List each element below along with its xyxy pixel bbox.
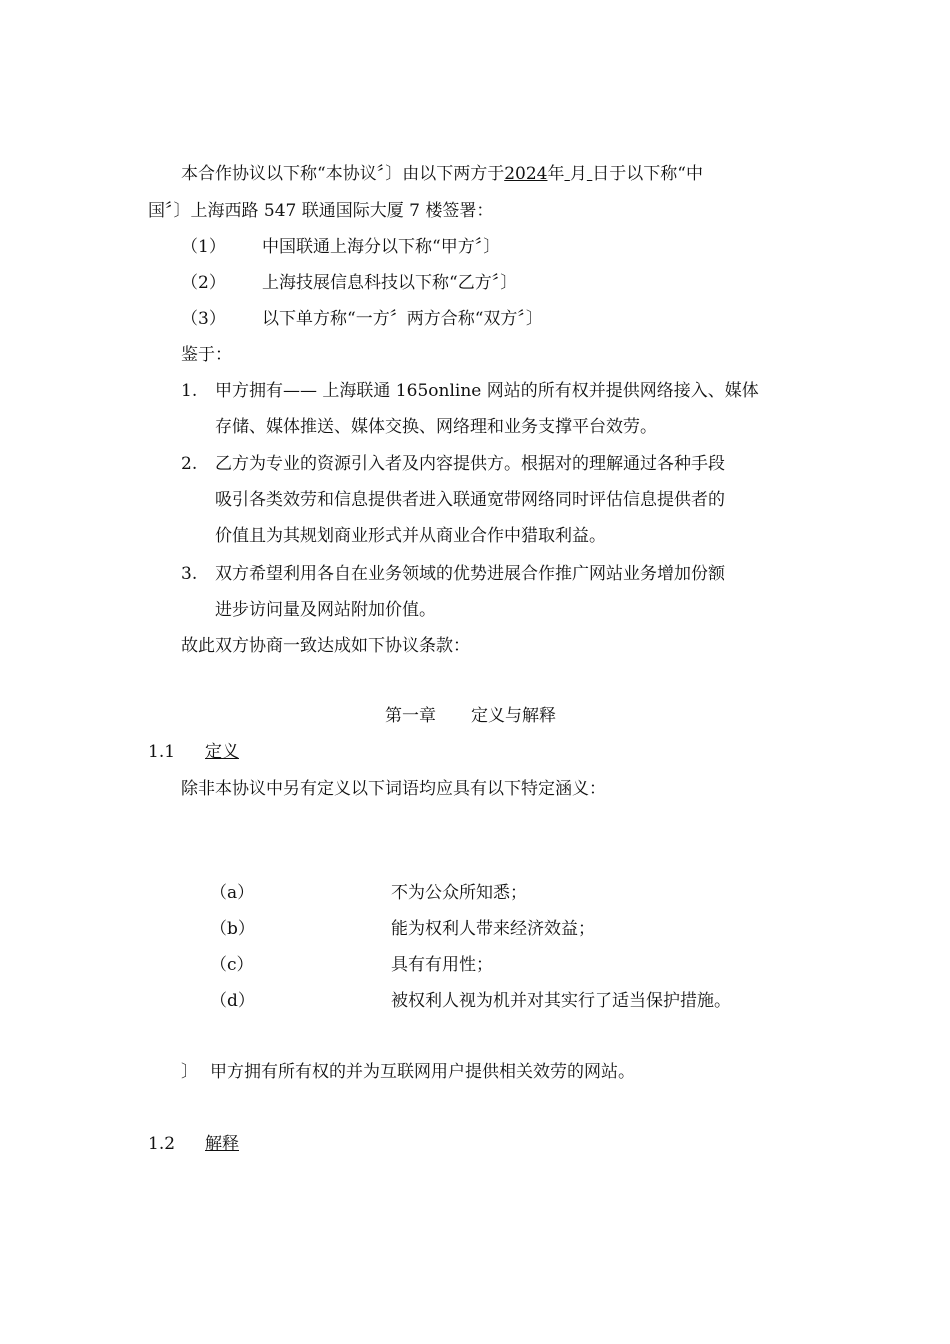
intro-line-1 (181, 163, 703, 185)
intro-line-2: 国〞〕上海西路 547 联通国际大厦 7 楼签署： (148, 201, 494, 221)
definition-c-label: （c） (210, 955, 254, 975)
definition-d-label: （d） (210, 991, 255, 1011)
party-2-text: 上海技展信息科技以下称“乙方〞〕 (262, 273, 518, 293)
section-1-1-number: 1.1 (148, 742, 176, 762)
whereas-2-number: 2. (181, 454, 198, 474)
party-1-text: 中国联通上海分以下称“甲方〞〕 (262, 237, 501, 257)
website-def-mark: 〕 (181, 1062, 198, 1082)
definition-a-text: 不为公众所知悉； (391, 883, 527, 903)
agreement-year: 2024 (504, 164, 548, 184)
chapter-title: 定义与解释 (471, 706, 556, 726)
whereas-3-line-1: 双方希望利用各自在业务领域的优势进展合作推广网站业务增加份额 (215, 564, 725, 584)
section-1-1-body: 除非本协议中另有定义以下词语均应具有以下特定涵义： (181, 779, 606, 799)
intro-text-d: 日于以下称“中 (592, 164, 703, 184)
party-1-label: （1） (181, 237, 226, 257)
whereas-3-line-2: 进步访问量及网站附加价值。 (215, 600, 436, 620)
party-3-label: （3） (181, 309, 226, 329)
definition-b-label: （b） (210, 919, 255, 939)
website-def-text: 甲方拥有所有权的并为互联网用户提供相关效劳的网站。 (210, 1062, 635, 1082)
section-1-2-number: 1.2 (148, 1134, 176, 1154)
intro-text-b: 年 (547, 164, 565, 184)
whereas-heading: 鉴于： (181, 345, 232, 365)
whereas-2-line-1: 乙方为专业的资源引入者及内容提供方。根据对的理解通过各种手段 (215, 454, 725, 474)
whereas-1-line-1: 甲方拥有—— 上海联通 165online 网站的所有权并提供网络接入、媒体 (215, 381, 759, 401)
intro-text-a: 本合作协议以下称“本协议〞〕由以下两方于 (181, 164, 505, 184)
conclusion: 故此双方协商一致达成如下协议条款： (181, 636, 470, 656)
definition-c-text: 具有有用性； (391, 955, 493, 975)
party-2-label: （2） (181, 273, 226, 293)
whereas-2-line-2: 吸引各类效劳和信息提供者进入联通宽带网络同时评估信息提供者的 (215, 490, 725, 510)
whereas-1-number: 1. (181, 381, 198, 401)
definition-d-text: 被权利人视为机并对其实行了适当保护措施。 (391, 991, 731, 1011)
whereas-2-line-3: 价值且为其规划商业形式并从商业合作中猎取利益。 (215, 526, 606, 546)
chapter-number: 第一章 (385, 706, 436, 726)
section-1-2-title: 解释 (205, 1134, 239, 1154)
whereas-1-line-2: 存储、媒体推送、媒体交换、网络理和业务支撑平台效劳。 (215, 417, 657, 437)
definition-b-text: 能为权利人带来经济效益； (391, 919, 595, 939)
definition-a-label: （a） (210, 883, 255, 903)
whereas-3-number: 3. (181, 564, 198, 584)
section-1-1-title: 定义 (205, 742, 239, 762)
party-3-text: 以下单方称“一方〞两方合称“双方〞〕 (262, 309, 543, 329)
intro-text-c: 月 (569, 164, 587, 184)
